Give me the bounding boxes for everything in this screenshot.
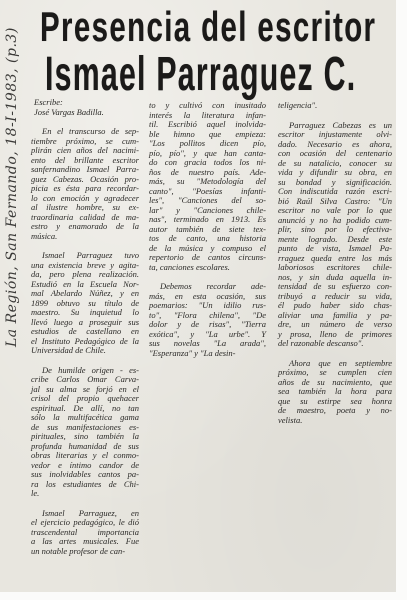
column-3-body: [278, 101, 392, 425]
text-line: ra los estudiantes de Chi-: [31, 478, 139, 489]
column-2-paragraph-1: [149, 101, 266, 272]
column-2-paragraph-2: [149, 282, 266, 358]
text-line: Parraguez Cabezas es un: [289, 119, 392, 130]
text-line: más, su "Metodología del: [149, 176, 266, 186]
text-line: años de su nacimiento, que: [278, 376, 392, 387]
text-line: laboriosos escritores chile-: [278, 262, 392, 272]
text-line: mente logrado. Desde este: [278, 233, 392, 244]
text-line: Ismael Parraguez tuvo: [42, 250, 139, 260]
text-line: que su estirpe sea honra: [278, 395, 392, 406]
text-line: sólo la multifacética gama: [31, 412, 139, 422]
column-3-paragraph-3: [278, 359, 392, 426]
text-line: Estudió en la Escuela Nor-: [31, 278, 139, 289]
text-line: punto de vista, Ismael Pa-: [278, 243, 392, 253]
text-line: crisol del propio quehacer: [31, 393, 139, 403]
text-line: tos de canto, una historia: [149, 233, 266, 243]
text-line: repertorio de cantos circuns-: [149, 252, 266, 262]
text-line: y prosa, lleno de primores: [278, 328, 392, 339]
text-line: tensidad de su esfuerzo con-: [278, 281, 392, 291]
text-line: el ejercicio pedagógico, le dió: [31, 517, 139, 527]
column-3-paragraph-2: [278, 121, 392, 349]
text-line: aliviar una familia y pa-: [278, 309, 392, 320]
text-line: rraguez queda entre los más: [278, 252, 392, 263]
text-line: dolor y de risas", "Tierra: [149, 319, 266, 329]
text-line: ta, canciones escolares.: [149, 261, 230, 272]
text-line: velista.: [278, 414, 303, 425]
column-1-body: [31, 127, 139, 556]
byline: [31, 98, 139, 117]
text-line: su bondad y significación.: [278, 176, 392, 187]
text-line: próximo, se cumplen cien: [278, 367, 392, 377]
text-line: sea también la hora para: [278, 386, 392, 396]
text-line: to y cultivó con inusitado: [149, 100, 266, 110]
text-line: picia es ésta para recordar-: [31, 183, 139, 193]
article-column-1: [31, 98, 139, 556]
text-line: estudios de castellano en: [31, 326, 139, 336]
text-line: estro y enamorado de la: [31, 221, 139, 231]
text-line: de su natalicio, conocer su: [278, 157, 392, 168]
text-line: teligencia".: [278, 100, 318, 110]
text-line: vedor e íntimo candor de: [31, 459, 139, 470]
text-line: En el transcurso de sep-: [42, 126, 139, 136]
text-line: el Instituto Pedagógico de la: [31, 335, 139, 346]
text-line: de la música y compuso el: [149, 242, 266, 253]
text-line: "Los pollitos dicen pío,: [149, 138, 266, 148]
text-line: llevó luego a proseguir sus: [31, 316, 139, 327]
text-line: una existencia breve y agita-: [31, 259, 139, 270]
text-line: Con indiscutida razón escri-: [278, 186, 392, 196]
text-line: traordinaria calidad de ma-: [31, 211, 139, 222]
column-1-paragraph-2: [31, 251, 139, 356]
text-line: a las artes musicales. Fue: [31, 536, 139, 546]
column-2-body: [149, 101, 266, 358]
text-line: dado. Necesario es ahora,: [278, 138, 392, 149]
text-line: Ismael Parraguez, en: [42, 507, 139, 518]
text-line: canto", "Poesías infanti-: [149, 185, 266, 196]
text-line: un notable profesor de can-: [31, 545, 126, 556]
text-line: profunda humanidad de sus: [31, 440, 139, 451]
column-1-paragraph-4: [31, 509, 139, 557]
text-line: Ahora que en septiembre: [289, 357, 392, 368]
byline-label: Escribe:: [34, 97, 63, 107]
text-line: til. Escribió aquel inolvida-: [149, 119, 266, 129]
text-line: nos, y sin duda aquella in-: [278, 271, 392, 282]
text-line: lar" y "Canciones chile-: [149, 204, 266, 215]
text-line: exótica", y "La urbe". Y: [149, 328, 266, 339]
text-line: anunció y no ha podido cum-: [278, 214, 392, 225]
text-line: autor también de siete tex-: [149, 223, 266, 234]
text-line: plir, sino por lo efectiva-: [278, 224, 392, 234]
text-line: del razonable descanso".: [278, 338, 364, 348]
text-line: con ocasión del centenario: [278, 148, 392, 158]
text-line: maestro. Su inquietud lo: [31, 307, 139, 317]
article-column-2: [149, 101, 266, 358]
text-line: to", "Flora chilena", "De: [149, 309, 266, 320]
text-line: plirán cien años del nacimi-: [31, 145, 139, 155]
text-line: jal su alma se forjó en el: [31, 383, 139, 394]
text-line: vida y difundir su obra, en: [278, 167, 392, 177]
text-line: trascendental importancia: [31, 526, 139, 537]
text-line: al ilustre hombre, su ex-: [31, 202, 139, 212]
text-line: mal Abelardo Núñez, y en: [31, 288, 139, 298]
text-line: sanfernandino Ismael Parra-: [31, 164, 139, 174]
text-line: nas", terminado en 1913. Es: [149, 214, 266, 224]
text-line: De humilde origen - es-: [42, 364, 139, 375]
text-line: ento del brillante escritor: [31, 154, 139, 165]
text-line: de maestro, poeta y no-: [278, 405, 392, 415]
text-line: "Esperanza" y "La desin-: [149, 347, 236, 358]
text-line: música.: [31, 230, 58, 241]
text-line: Universidad de Chile.: [31, 345, 106, 355]
text-line: 1899 obtuvo su título de: [31, 297, 139, 308]
text-line: de sus manifestaciones es-: [31, 421, 139, 432]
text-line: ble himno que empieza:: [149, 128, 266, 139]
text-line: más, en esta ocasión, sus: [149, 290, 266, 301]
text-line: espiritual. De allí, no tan: [31, 402, 139, 413]
text-line: sus novelas "La arada",: [149, 338, 266, 348]
text-line: le.: [31, 488, 40, 498]
column-1-paragraph-3: [31, 366, 139, 499]
text-line: guez Cabezas. Ocasión pro-: [31, 173, 139, 184]
text-line: cribe Carlos Omar Carva-: [31, 374, 139, 384]
text-line: escritor no vale por lo que: [278, 205, 392, 215]
column-3-paragraph-1: [278, 101, 392, 111]
text-line: pío, pío", y que han canta-: [149, 147, 266, 158]
column-1-paragraph-1: [31, 127, 139, 241]
handwritten-source-note: La Región, San Fernando, 18-I-1983, (p.3): [4, 27, 20, 347]
byline-author: José Vargas Badilla.: [34, 106, 104, 117]
text-line: él pudo haber sido chas-: [278, 300, 392, 310]
text-line: bió Raúl Silva Castro: "Un: [278, 195, 392, 206]
text-line: escritor injustamente olvi-: [278, 129, 392, 139]
headline-line-2: Ismael Parraguez C.: [45, 48, 357, 101]
text-line: dre, un número de verso: [278, 319, 392, 329]
text-line: tiembre próximo, se cum-: [31, 135, 139, 146]
text-line: tribuyó a reducir su vida,: [278, 290, 392, 301]
headline-line-1: Presencia del escritor: [40, 3, 377, 50]
text-line: interés la literatura infan-: [149, 109, 266, 120]
text-line: sus inolvidables cantos pa-: [31, 469, 139, 479]
text-line: obras literarias y el conmo-: [31, 450, 139, 460]
text-line: ños de nuestro país. Ade-: [149, 166, 266, 177]
text-line: poemarios: "Un idilio rus-: [149, 300, 266, 310]
text-line: do con gracia todos los ni-: [149, 157, 266, 167]
article-column-3: [278, 101, 392, 425]
text-line: Debemos recordar ade-: [160, 281, 266, 291]
text-line: pirituales, sino también la: [31, 431, 139, 441]
text-line: les", "Canciones del so-: [149, 195, 266, 205]
text-line: da, pero plena realización.: [31, 269, 139, 279]
text-line: lo con emoción y agradecer: [31, 192, 139, 203]
